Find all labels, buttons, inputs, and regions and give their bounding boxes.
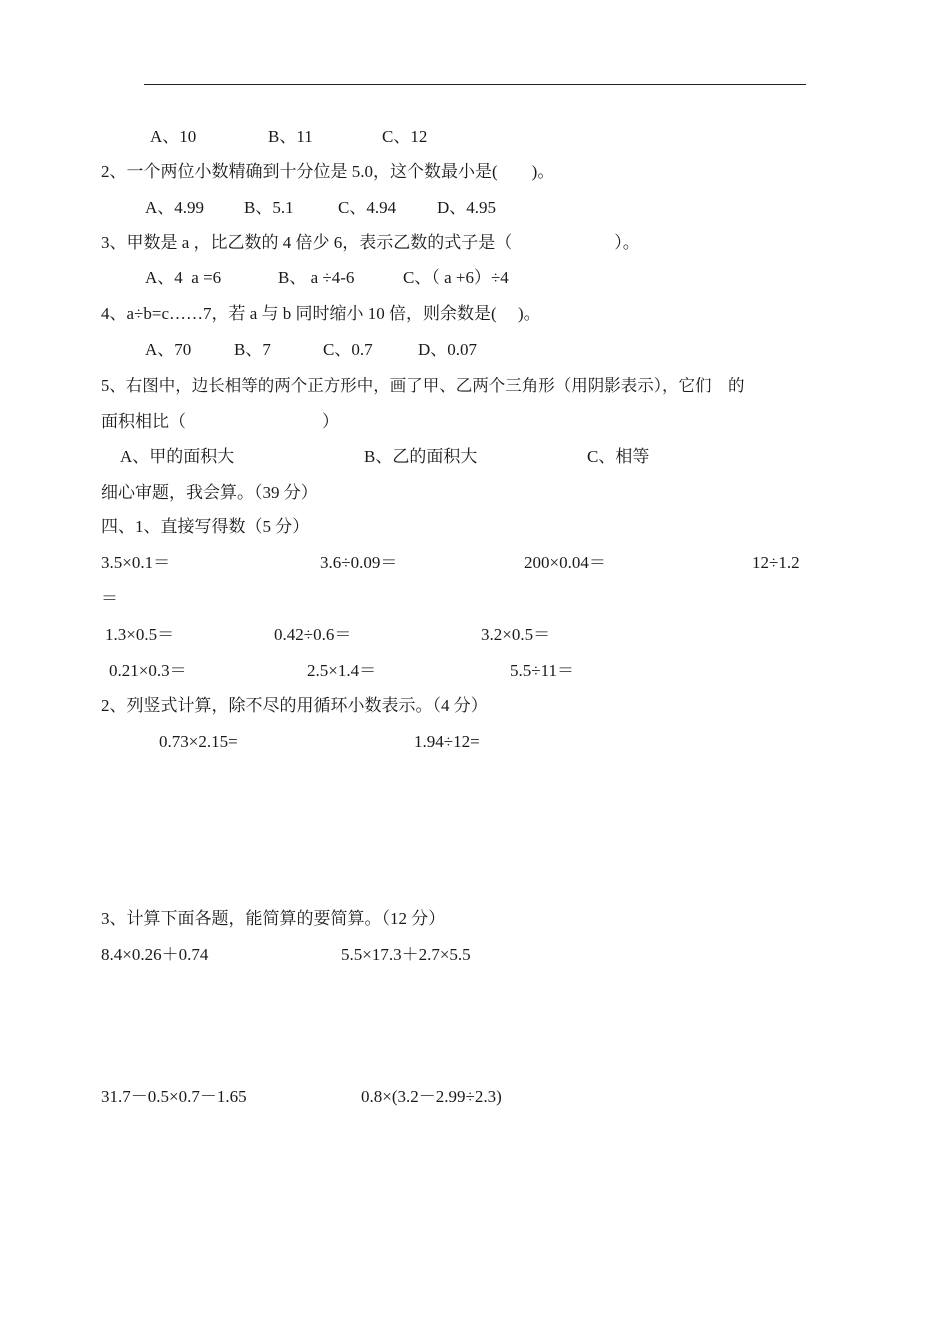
q2-option-b: B、5.1 [244, 198, 294, 217]
part3-item: 31.7－0.5×0.7－1.65 [101, 1087, 247, 1106]
part1-item: 3.5×0.1＝ [101, 553, 171, 572]
part3-item: 5.5×17.3＋2.7×5.5 [341, 945, 471, 964]
part1-item: 3.2×0.5＝ [481, 625, 551, 644]
q4-text: 4、a÷b=c……7，若 a 与 b 同时缩小 10 倍，则余数是( )。 [101, 304, 541, 323]
part1-item: 5.5÷11＝ [510, 661, 574, 680]
part1-item: 12÷1.2 [752, 553, 800, 572]
q1-option-c: C、12 [382, 127, 428, 146]
q4-option-a: A、70 [145, 340, 192, 359]
part1-item: 2.5×1.4＝ [307, 661, 377, 680]
q5-option-c: C、相等 [587, 447, 650, 466]
q4-option-d: D、0.07 [418, 340, 478, 359]
q1-option-b: B、11 [268, 127, 313, 146]
part3-item: 8.4×0.26＋0.74 [101, 945, 209, 964]
q4-option-b: B、7 [234, 340, 271, 359]
part2-title: 2、列竖式计算，除不尽的用循环小数表示。（4 分） [101, 696, 488, 715]
part1-item: 0.42÷0.6＝ [274, 625, 352, 644]
q5-option-b: B、乙的面积大 [364, 447, 478, 466]
part2-item: 0.73×2.15= [159, 732, 238, 751]
q2-text: 2、一个两位小数精确到十分位是 5.0，这个数最小是( )。 [101, 162, 555, 181]
part3-title: 3、计算下面各题，能简算的要简算。（12 分） [101, 909, 446, 928]
part1-item: 200×0.04＝ [524, 553, 606, 572]
q5-line1: 5、右图中，边长相等的两个正方形中，画了甲、乙两个三角形（用阴影表示），它们 的 [101, 376, 745, 395]
q3-option-b: B、 a ÷4-6 [278, 268, 355, 287]
q3-text: 3、甲数是 a ，比乙数的 4 倍少 6，表示乙数的式子是（ ）。 [101, 233, 640, 252]
header-rule [144, 84, 806, 85]
part2-item: 1.94÷12= [414, 732, 480, 751]
q3-option-a: A、4 a =6 [145, 268, 222, 287]
q2-option-c: C、4.94 [338, 198, 397, 217]
part1-title: 四、1、直接写得数（5 分） [101, 517, 310, 536]
part1-item: 0.21×0.3＝ [109, 661, 187, 680]
q5-line2: 面积相比（ ） [101, 412, 339, 431]
q1-option-a: A、10 [150, 127, 197, 146]
q5-option-a: A、甲的面积大 [120, 447, 235, 466]
q3-option-c: C、（ a +6）÷4 [403, 268, 509, 287]
q4-option-c: C、0.7 [323, 340, 373, 359]
part1-item: 3.6÷0.09＝ [320, 553, 398, 572]
part1-item: 1.3×0.5＝ [105, 625, 175, 644]
part1-item-wrap: ＝ [101, 589, 118, 608]
q2-option-a: A、4.99 [145, 198, 205, 217]
part3-item: 0.8×(3.2－2.99÷2.3) [361, 1087, 502, 1106]
q2-option-d: D、4.95 [437, 198, 497, 217]
section-title: 细心审题，我会算。（39 分） [101, 483, 318, 502]
